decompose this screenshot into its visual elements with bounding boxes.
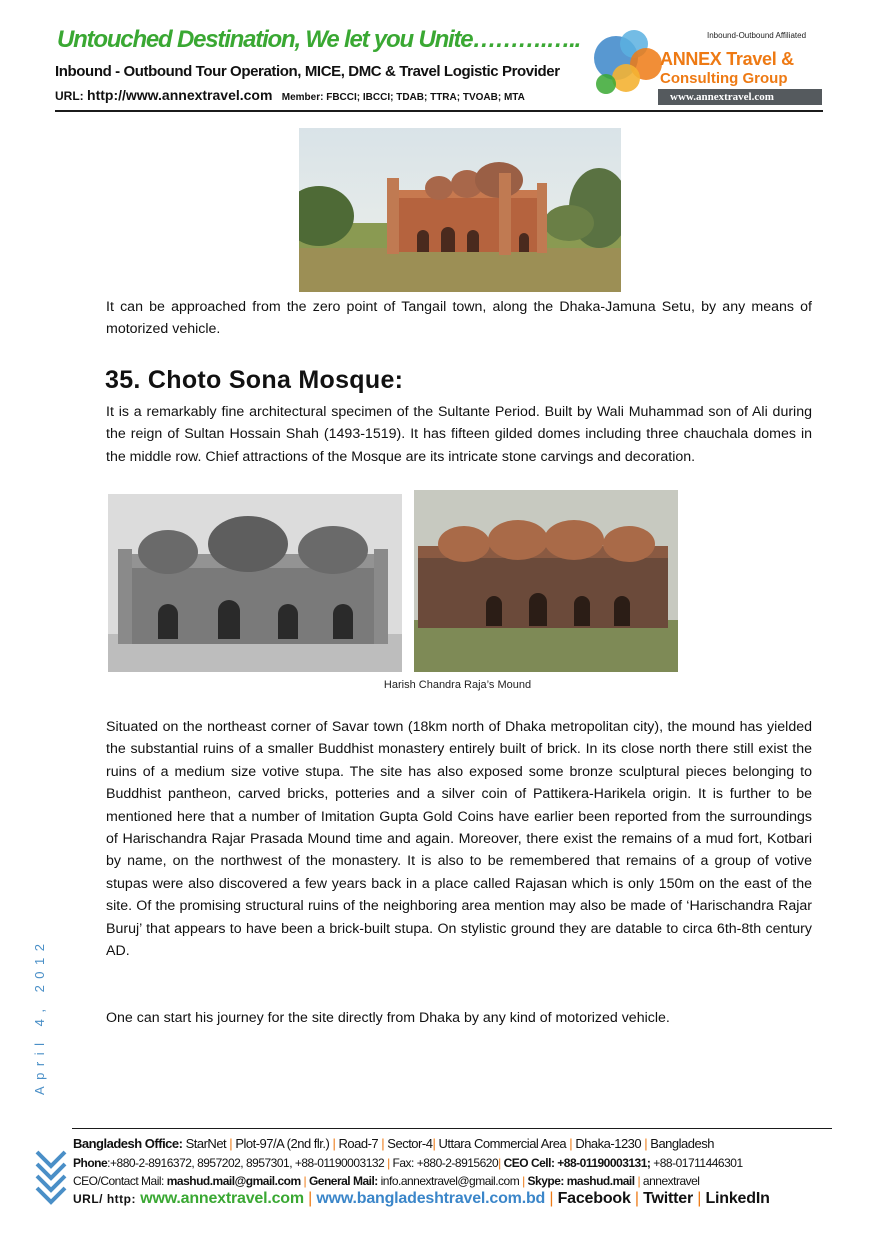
skype-label: Skype: <box>527 1174 564 1188</box>
header-divider <box>55 110 823 112</box>
office-part-3: Road-7 <box>338 1136 379 1151</box>
section-paragraph: It is a remarkably fine architectural specimen of the Sultante Period. Built by Wali Muhammad son of Ali during the reign of Sultan Hossain Shah (1493-1519). It has fifteen gilded domes including three chauchala domes in the middle row. Chief attractions of the Mosque are its intricate stone carvings and decoration. <box>106 404 812 465</box>
footer-divider <box>72 1128 832 1129</box>
header-url-line <box>55 87 525 103</box>
footer-phone-line: Phone:+880-2-8916372, 8957202, 8957301, +88-01190003132 | Fax: +880-2-8915620| CEO Cell: +88-01190003131; +88-01711446301 <box>73 1156 743 1170</box>
ceo-mail[interactable]: mashud.mail@gmail.com <box>166 1174 301 1188</box>
mosque-photo-color <box>414 490 678 672</box>
brand-name-line2: Consulting Group <box>660 70 788 87</box>
footer-link-annextravel[interactable]: www.annextravel.com <box>140 1190 304 1207</box>
phone-numbers: :+880-2-8916372, 8957202, 8957301, +88-01190003132 <box>107 1156 385 1170</box>
tagline: Untouched Destination, We let you Unite……….….. <box>57 26 581 53</box>
phone-label: Phone <box>73 1156 108 1170</box>
skype-name: annextravel <box>642 1174 700 1188</box>
footer-office-line: Bangladesh Office: StarNet | Plot-97/A (2nd flr.) | Road-7 | Sector-4| Uttara Commercial Area | Dhaka-1230 | Bangladesh <box>73 1136 714 1151</box>
office-part-5: Uttara Commercial Area <box>438 1136 567 1151</box>
office-part-2: Plot-97/A (2nd flr.) <box>235 1136 330 1151</box>
office-part-6: Dhaka-1230 <box>575 1136 642 1151</box>
footer-link-bangladeshtravel[interactable]: www.bangladeshtravel.com.bd <box>316 1190 546 1207</box>
company-subtitle: Inbound - Outbound Tour Operation, MICE, DMC & Travel Logistic Provider <box>55 63 560 80</box>
top-mosque-photo <box>299 128 621 292</box>
skype-id[interactable]: mashud.mail <box>566 1174 635 1188</box>
footer-link-facebook[interactable]: Facebook <box>557 1190 631 1207</box>
affiliation-note: Inbound-Outbound Affiliated <box>707 31 807 40</box>
brand-url[interactable]: www.annextravel.com <box>670 91 774 103</box>
url-label: URL: <box>55 89 84 103</box>
ceo-cell: : +88-01190003131; <box>550 1156 651 1170</box>
footer-url-label: URL/ http: <box>73 1192 136 1206</box>
office-label: Bangladesh Office: <box>73 1136 183 1151</box>
footer-link-twitter[interactable]: Twitter <box>643 1190 693 1207</box>
brand-name-line1: ANNEX Travel & <box>660 49 794 69</box>
header-url-link[interactable]: http://www.annextravel.com <box>87 87 273 103</box>
ceo-cell-label: CEO Cell <box>503 1156 551 1170</box>
mound-paragraph: Situated on the northeast corner of Savar town (18km north of Dhaka metropolitan city), the mound has yielded the substantial ruins of a smaller Buddhist monastery entirely built of brick. In its close north there still exist the ruins of a medium size votive stupa. The site has also exposed some bronze sculptural pieces belonging to Buddhist pantheon, carved bricks, potteries and a silver coin of Pattikera-Harikela origin. It is further to be mentioned here that a number of Imitation Gupta Gold Coins have earlier been reported from the surroundings of Harischandra Rajar Prasada Mound time and again. Moreover, there exist the remains of a mud fort, Kotbari by name, on the northwest of the monastery. It is also to be remembered that remains of a group of votive stupas were also discovered a few years back in a place called Rajasan which is only 150m on the east of the site. Of the promising structural ruins of the neighboring area mention may also be made of ‘Harischandra Rajar Buruj’ that appears to have been a brick-built stupa. On stylistic ground they are datable to circa 6th-8th century AD. <box>106 719 812 960</box>
footer-link-linkedin[interactable]: LinkedIn <box>705 1190 770 1207</box>
membership-list: Member: FBCCI; IBCCI; TDAB; TTRA; TVOAB; MTA <box>281 92 525 103</box>
intro-paragraph: It can be approached from the zero point of Tangail town, along the Dhaka-Jamuna Setu, by any means of motorized vehicle. <box>106 299 812 338</box>
section-heading: 35. Choto Sona Mosque: <box>105 366 404 394</box>
footer-links-line: URL/ http: www.annextravel.com | www.bangladeshtravel.com.bd | Facebook | Twitter | LinkedIn <box>73 1190 770 1207</box>
fax-number: Fax: +880-2-8915620 <box>392 1156 499 1170</box>
side-date: April 4, 2012 <box>32 937 47 1095</box>
ceo-cell-extra: +88-01711446301 <box>653 1156 743 1170</box>
chevron-decoration-icon <box>35 1150 67 1208</box>
ceo-mail-label: CEO/Contact Mail: <box>73 1174 164 1188</box>
office-part-7: Bangladesh <box>650 1136 714 1151</box>
mosque-photo-bw <box>108 494 402 672</box>
office-part-1: StarNet <box>185 1136 227 1151</box>
general-mail-label: General Mail: <box>308 1174 378 1188</box>
office-part-4: Sector-4 <box>387 1136 433 1151</box>
photo-caption: Harish Chandra Raja’s Mound <box>383 679 532 691</box>
journey-paragraph: One can start his journey for the site directly from Dhaka by any kind of motorized vehicle. <box>106 1010 670 1026</box>
general-mail[interactable]: info.annextravel@gmail.com <box>380 1174 520 1188</box>
footer-mail-line: CEO/Contact Mail: mashud.mail@gmail.com | General Mail: info.annextravel@gmail.com | Skype: mashud.mail | annextravel <box>73 1174 700 1188</box>
